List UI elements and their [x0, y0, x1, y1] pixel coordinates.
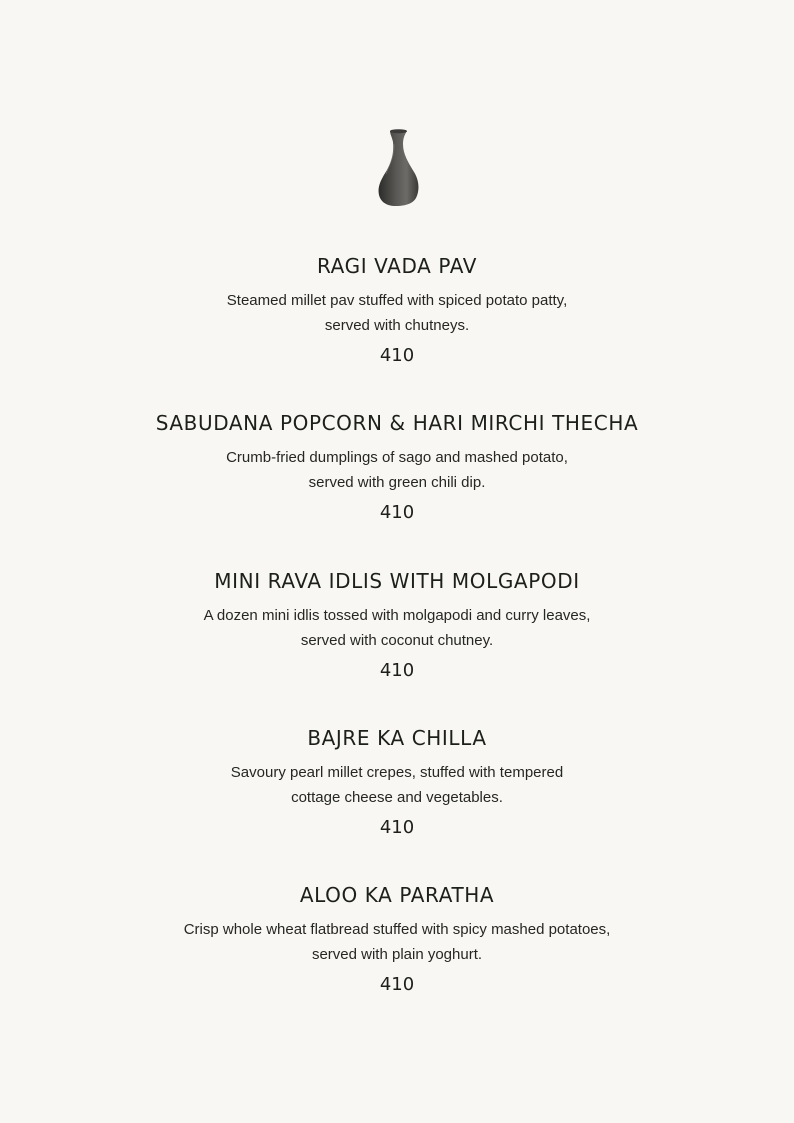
dish-description	[0, 445, 794, 495]
menu-item	[0, 411, 794, 528]
dish-price: 410	[379, 345, 415, 366]
dish-description	[0, 603, 794, 653]
dish-name: ALOO KA PARATHA	[299, 883, 495, 907]
dish-description-line: Savoury pearl millet crepes, stuffed with tempered	[230, 764, 564, 781]
dish-description	[0, 917, 794, 967]
menu-item	[0, 569, 794, 686]
dish-description-line: Crumb-fried dumplings of sago and mashed potato,	[226, 449, 568, 466]
dish-description-line: cottage cheese and vegetables.	[291, 789, 503, 806]
dish-description	[0, 760, 794, 810]
dish-name: BAJRE KA CHILLA	[307, 726, 487, 750]
dish-description-line: A dozen mini idlis tossed with molgapodi and curry leaves,	[203, 607, 591, 624]
dish-description-line: Crisp whole wheat flatbread stuffed with spicy mashed potatoes,	[183, 921, 611, 938]
dish-price: 410	[379, 502, 415, 523]
menu-item	[0, 254, 794, 371]
dish-description-line: served with coconut chutney.	[300, 632, 494, 649]
dish-name: MINI RAVA IDLIS WITH MOLGAPODI	[214, 569, 580, 593]
dish-description-line: Steamed millet pav stuffed with spiced potato patty,	[226, 292, 568, 309]
dish-description-line: served with green chili dip.	[308, 474, 486, 491]
dish-price: 410	[379, 974, 415, 995]
dish-price: 410	[379, 817, 415, 838]
dish-name: SABUDANA POPCORN & HARI MIRCHI THECHA	[155, 411, 639, 435]
dish-description	[0, 288, 794, 338]
dish-price: 410	[379, 660, 415, 681]
menu-item	[0, 883, 794, 1000]
clay-vase-icon	[372, 128, 424, 208]
dish-description-line: served with plain yoghurt.	[311, 946, 483, 963]
menu-item	[0, 726, 794, 843]
dish-name: RAGI VADA PAV	[316, 254, 477, 278]
dish-description-line: served with chutneys.	[324, 317, 470, 334]
